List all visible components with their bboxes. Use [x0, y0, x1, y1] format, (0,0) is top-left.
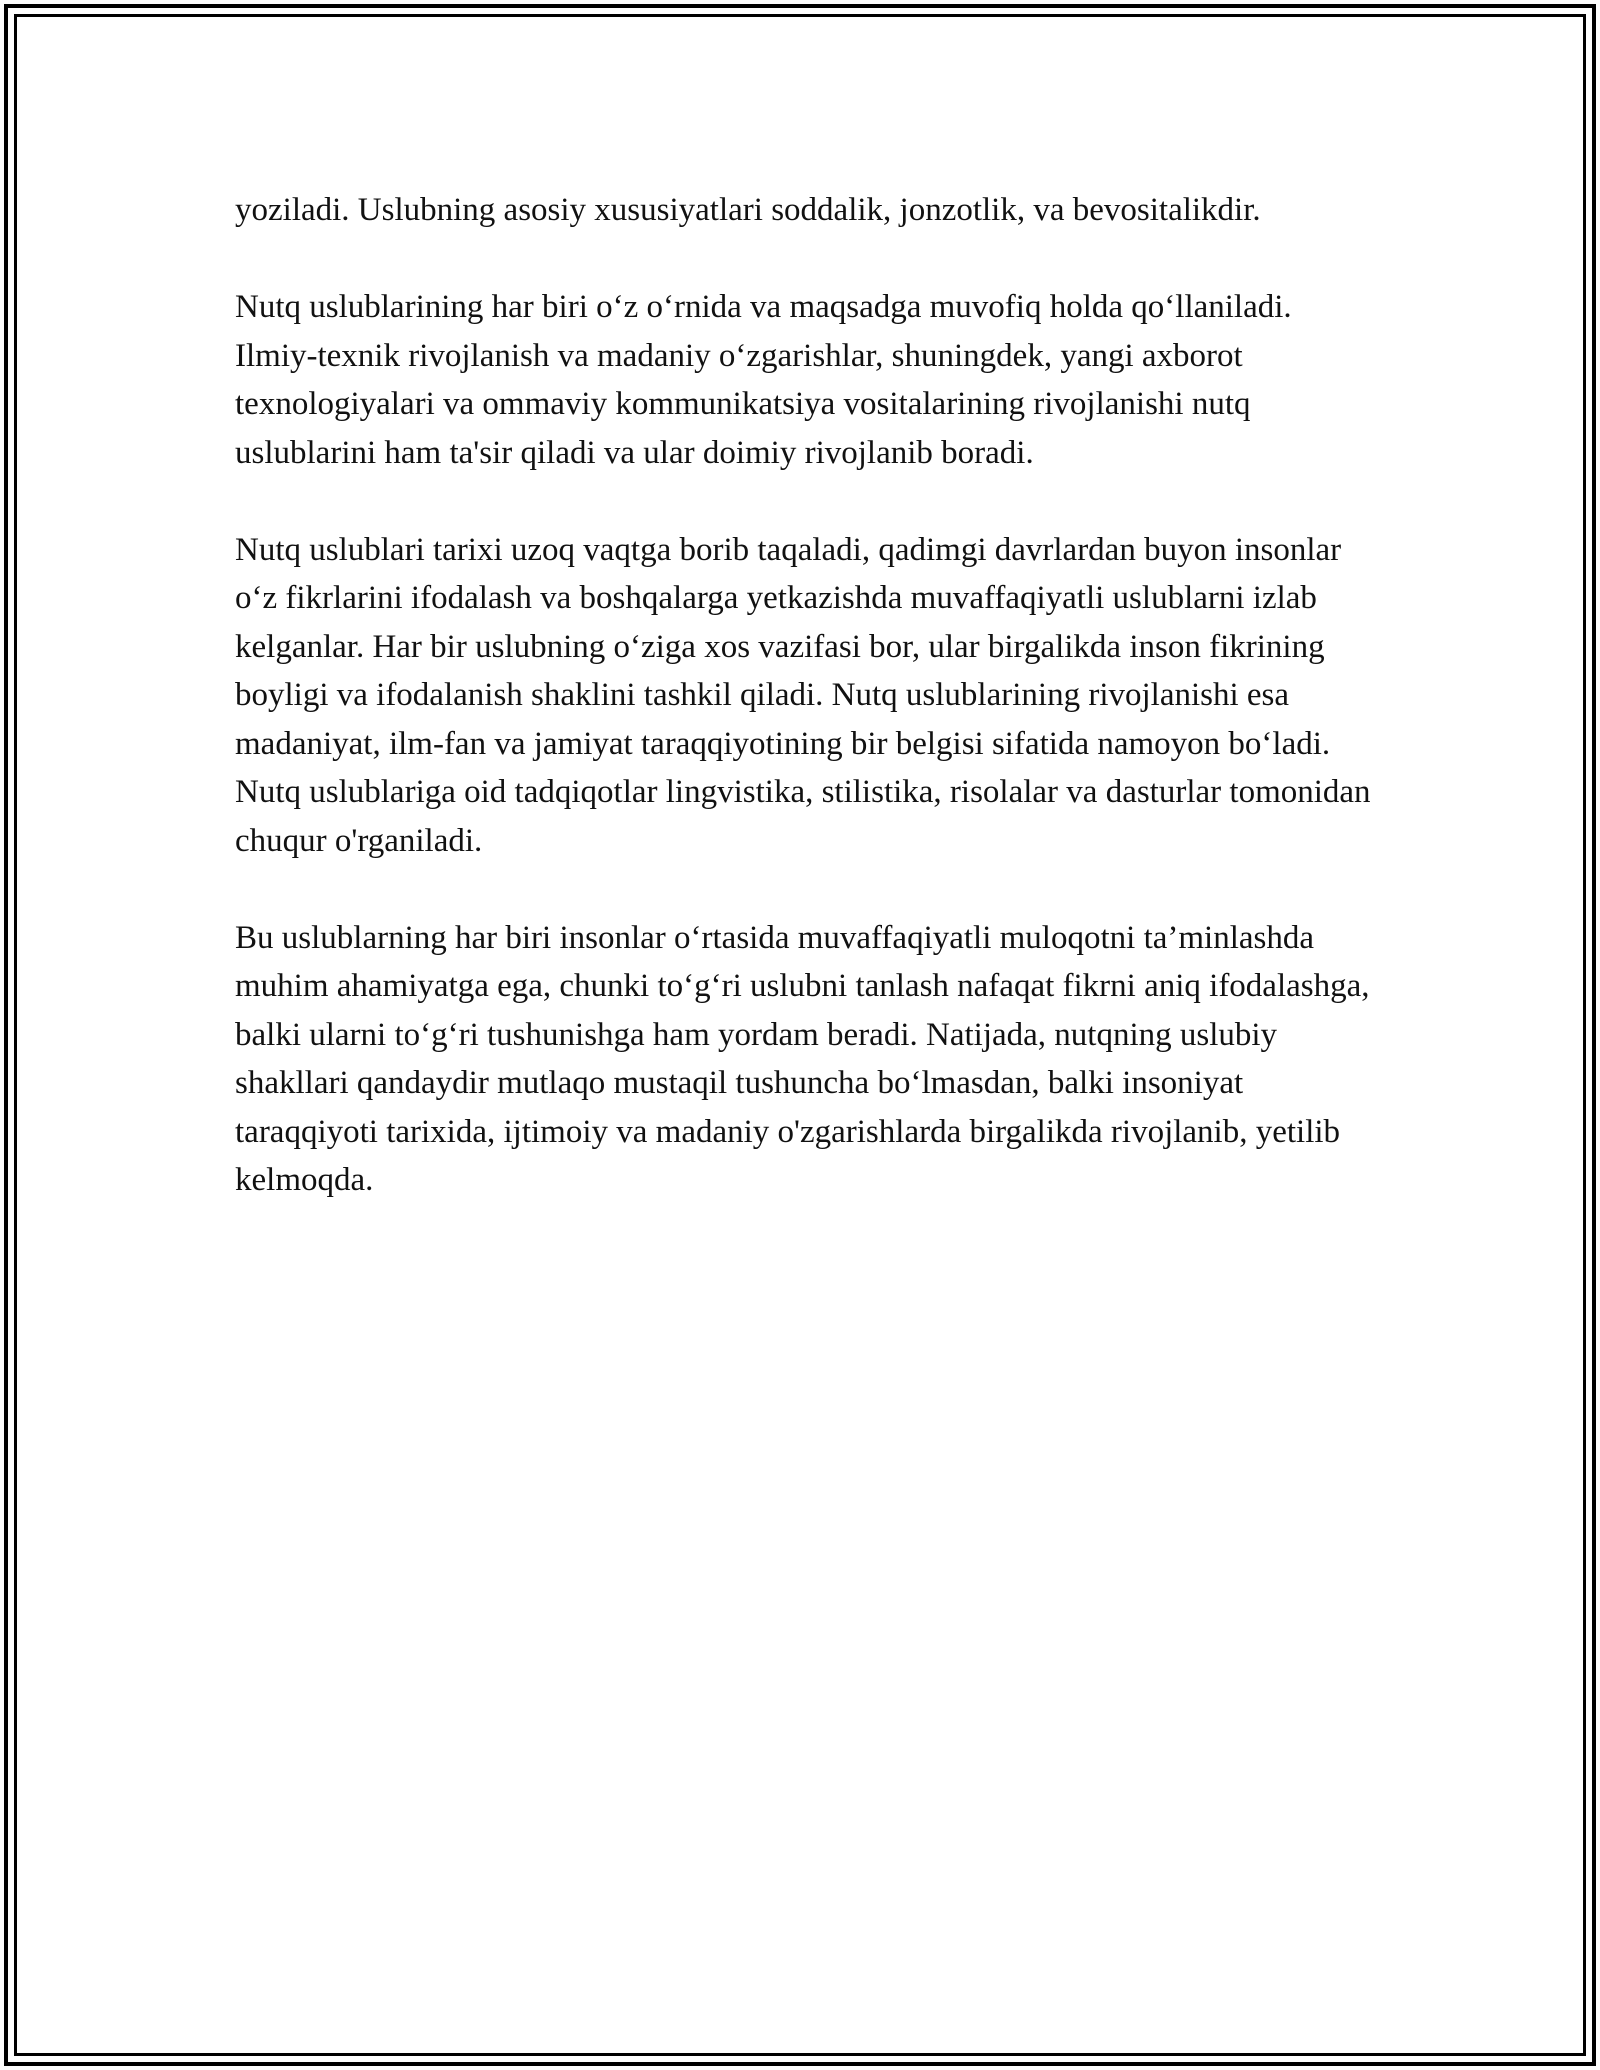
paragraph-1: yoziladi. Uslubning asosiy xususiyatlari soddalik, jonzotlik, va bevositalikdir. — [235, 192, 1261, 228]
paragraph-2: Nutq uslublarining har biri o‘z o‘rnida va maqsadga muvofiq holda qo‘llaniladi. Ilmiy-texnik rivojlanish va madaniy o‘zgarishlar, shuningdek, yangi axborot texnologiyalari va ommaviy kommunikatsiya vositalarining rivojlanishi nutq uslublarini ham ta'sir qiladi va ular doimiy rivojlanib boradi. — [235, 289, 1292, 471]
paragraph-3: Nutq uslublari tarixi uzoq vaqtga borib taqaladi, qadimgi davrlardan buyon insonlar o‘z fikrlarini ifodalash va boshqalarga yetkazishda muvaffaqiyatli uslublarni izlab kelganlar. Har bir uslubning o‘ziga xos vazifasi bor, ular birgalikda inson fikrining boyligi va ifodalanish shaklini tashkil qiladi. Nutq uslublarining rivojlanishi esa madaniyat, ilm-fan va jamiyat taraqqiyotining bir belgisi sifatida namoyon bo‘ladi. Nutq uslublariga oid tadqiqotlar lingvistika, stilistika, risolalar va dasturlar tomonidan chuqur o'rganiladi. — [235, 531, 1371, 859]
paragraph-4: Bu uslublarning har biri insonlar o‘rtasida muvaffaqiyatli muloqotni ta’minlashda muhim ahamiyatga ega, chunki to‘g‘ri uslubni tanlash nafaqat fikrni aniq ifodalashga, balki ularni to‘g‘ri tushunishga ham yordam beradi. Natijada, nutqning uslubiy shakllari qandaydir mutlaqo mustaqil tushuncha bo‘lmasdan, balki insoniyat taraqqiyoti tarixida, ijtimoiy va madaniy o'zgarishlarda birgalikda rivojlanib, yetilib kelmoqda. — [235, 919, 1370, 1198]
document-body — [235, 186, 1375, 1253]
